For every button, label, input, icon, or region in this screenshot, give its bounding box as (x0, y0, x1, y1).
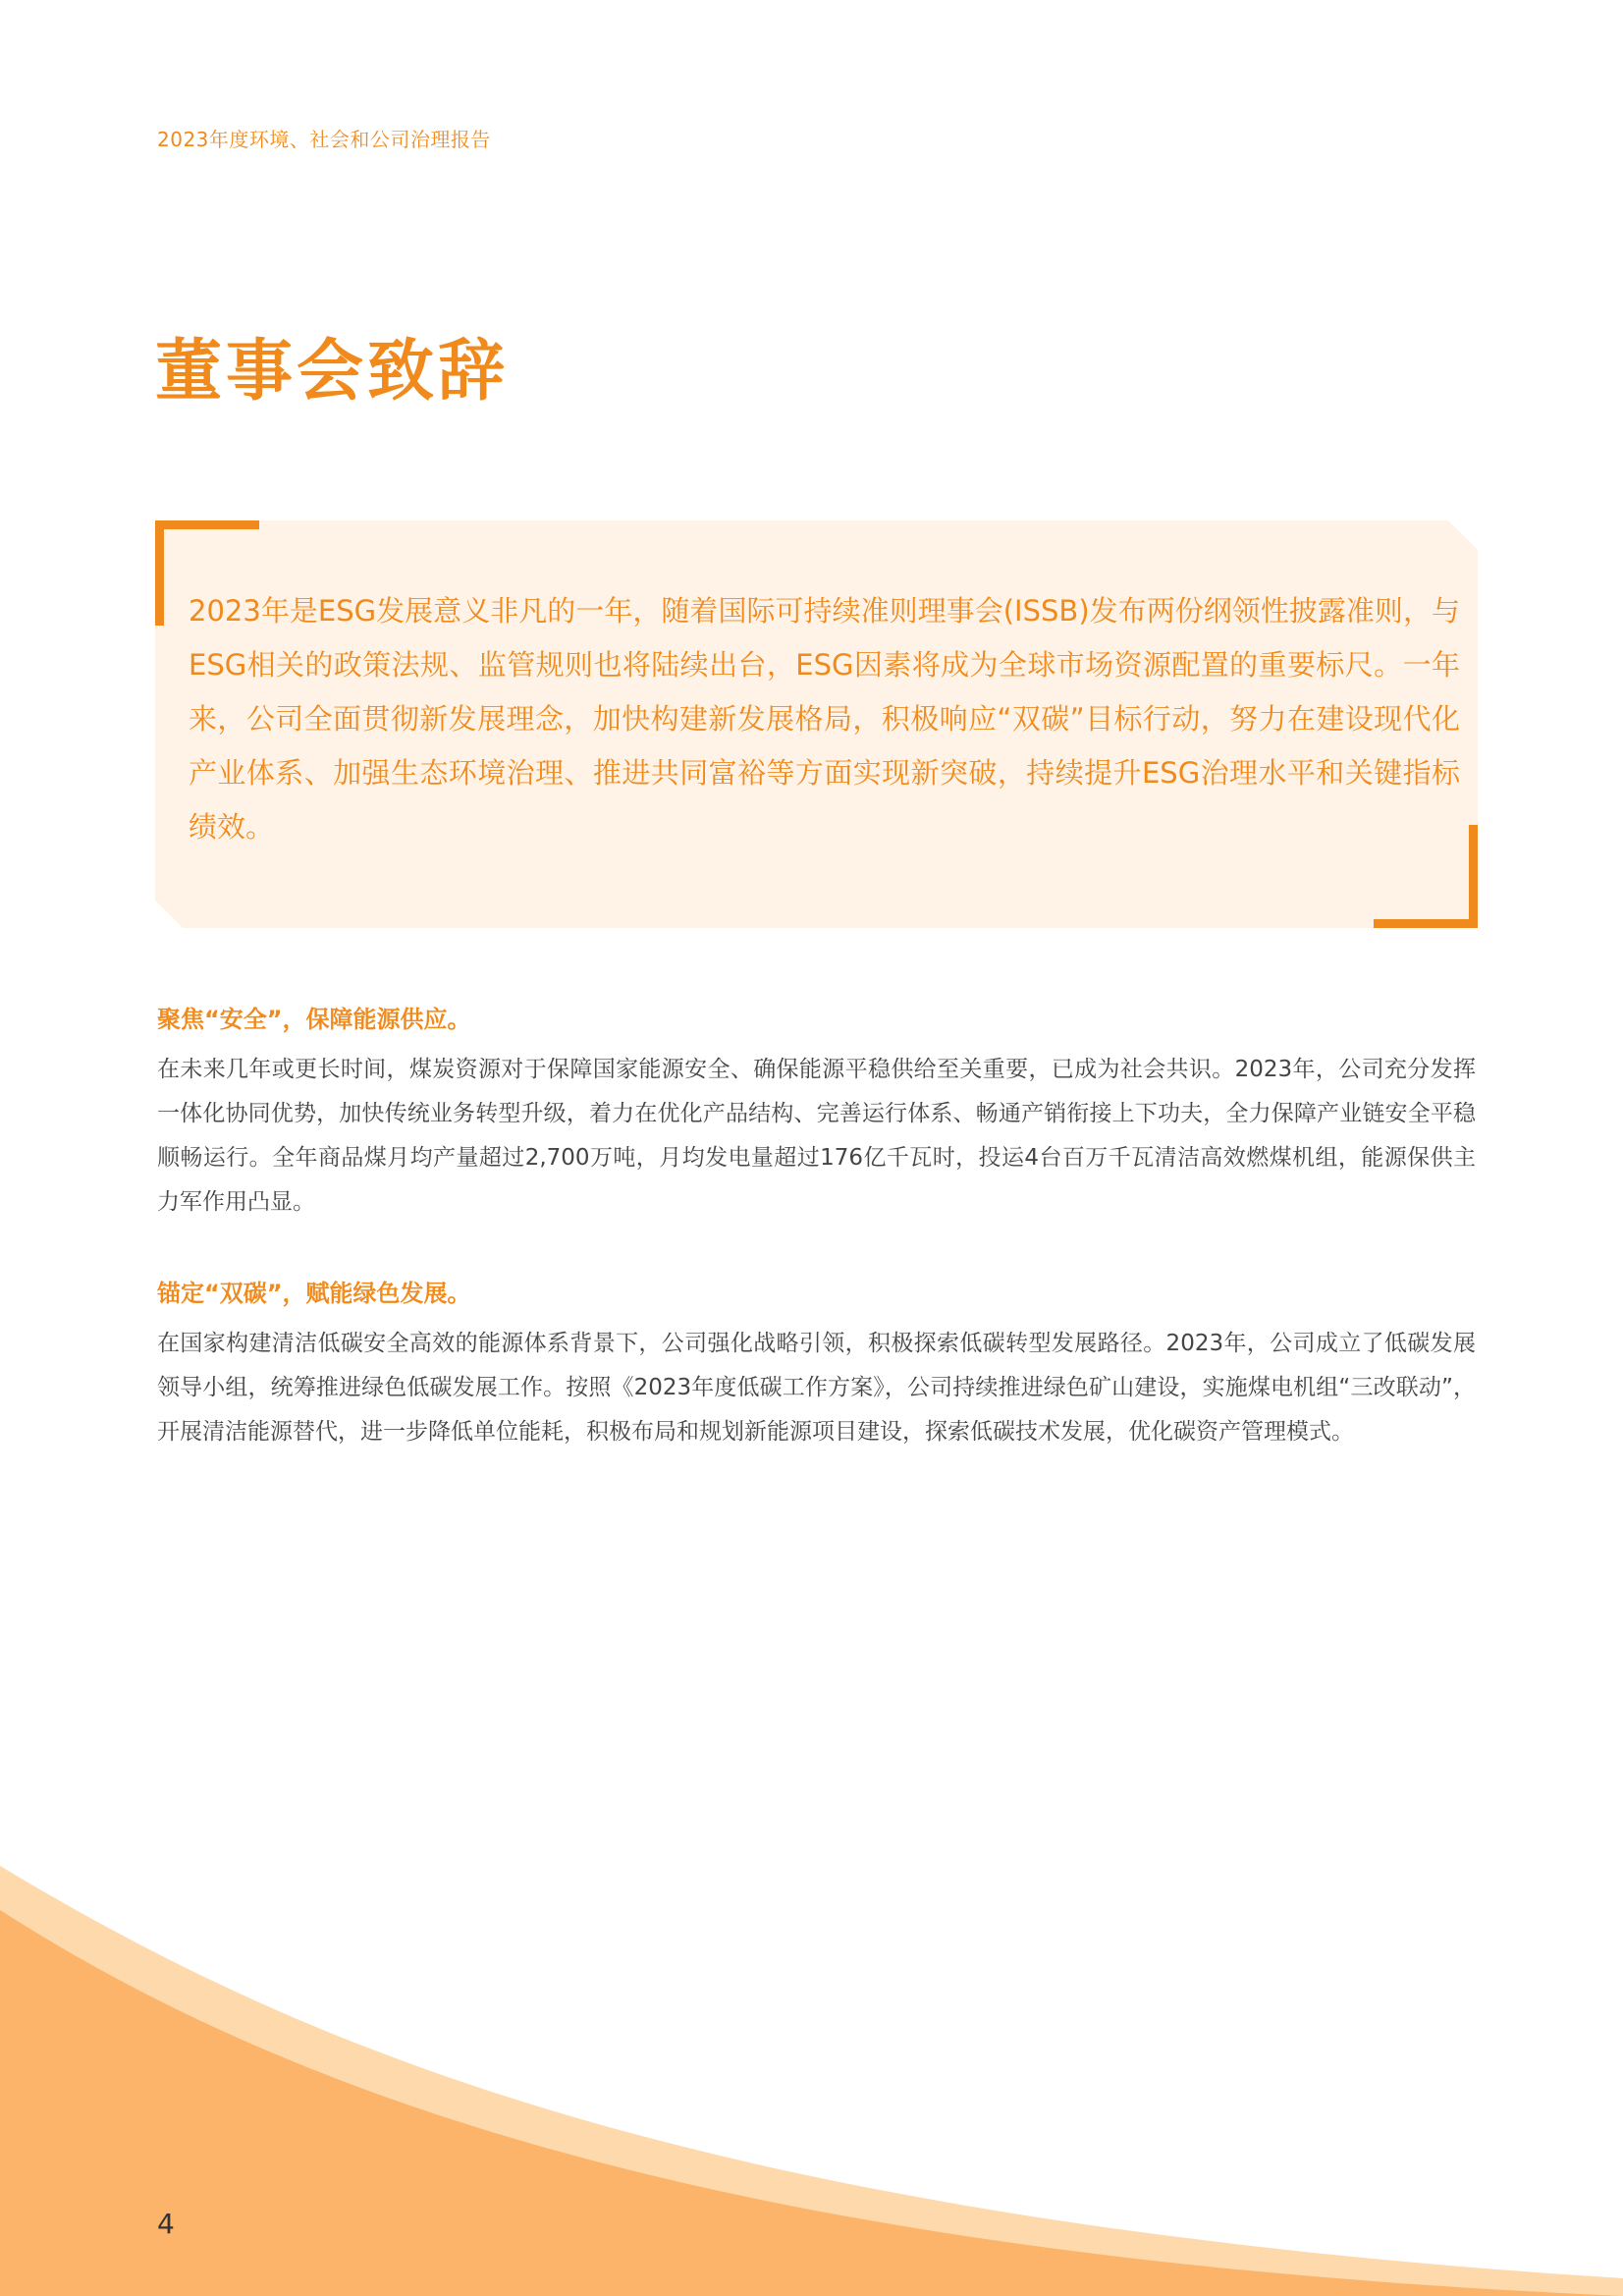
wave-main-layer (0, 1910, 1623, 2296)
section-body-carbon: 在国家构建清洁低碳安全高效的能源体系背景下，公司强化战略引领，积极探索低碳转型发展路径。2023年，公司成立了低碳发展领导小组，统筹推进绿色低碳发展工作。按照《2023年度低碳工作方案》，公司持续推进绿色矿山建设，实施煤电机组“三改联动”，开展清洁能源替代，进一步降低单位能耗，积极布局和规划新能源项目建设，探索低碳技术发展，优化碳资产管理模式。 (157, 1331, 1476, 1445)
section-heading-carbon: 锚定“双碳”，赋能绿色发展。 (157, 1280, 471, 1307)
section-heading-security: 聚焦“安全”，保障能源供应。 (157, 1006, 471, 1033)
page-number: 4 (157, 2208, 175, 2240)
quote-box (155, 520, 1478, 928)
section-body-security: 在未来几年或更长时间，煤炭资源对于保障国家能源安全、确保能源平稳供给至关重要，已成为社会共识。2023年，公司充分发挥一体化协同优势，加快传统业务转型升级，着力在优化产品结构、完善运行体系、畅通产销衔接上下功夫，全力保障产业链安全平稳顺畅运行。全年商品煤月均产量超过2,700万吨，月均发电量超过176亿千瓦时，投运4台百万千瓦清洁高效燃煤机组，能源保供主力军作用凸显。 (157, 1057, 1476, 1215)
quote-text: 2023年是ESG发展意义非凡的一年，随着国际可持续准则理事会(ISSB)发布两份纲领性披露准则，与ESG相关的政策法规、监管规则也将陆续出台，ESG因素将成为全球市场资源配置的重要标尺。一年来，公司全面贯彻新发展理念，加快构建新发展格局，积极响应“双碳”目标行动，努力在建设现代化产业体系、加强生态环境治理、推进共同富裕等方面实现新突破，持续提升ESG治理水平和关键指标绩效。 (189, 594, 1460, 844)
page-title: 董事会致辞 (155, 333, 510, 410)
report-header-title: 2023年度环境、社会和公司治理报告 (157, 128, 491, 151)
